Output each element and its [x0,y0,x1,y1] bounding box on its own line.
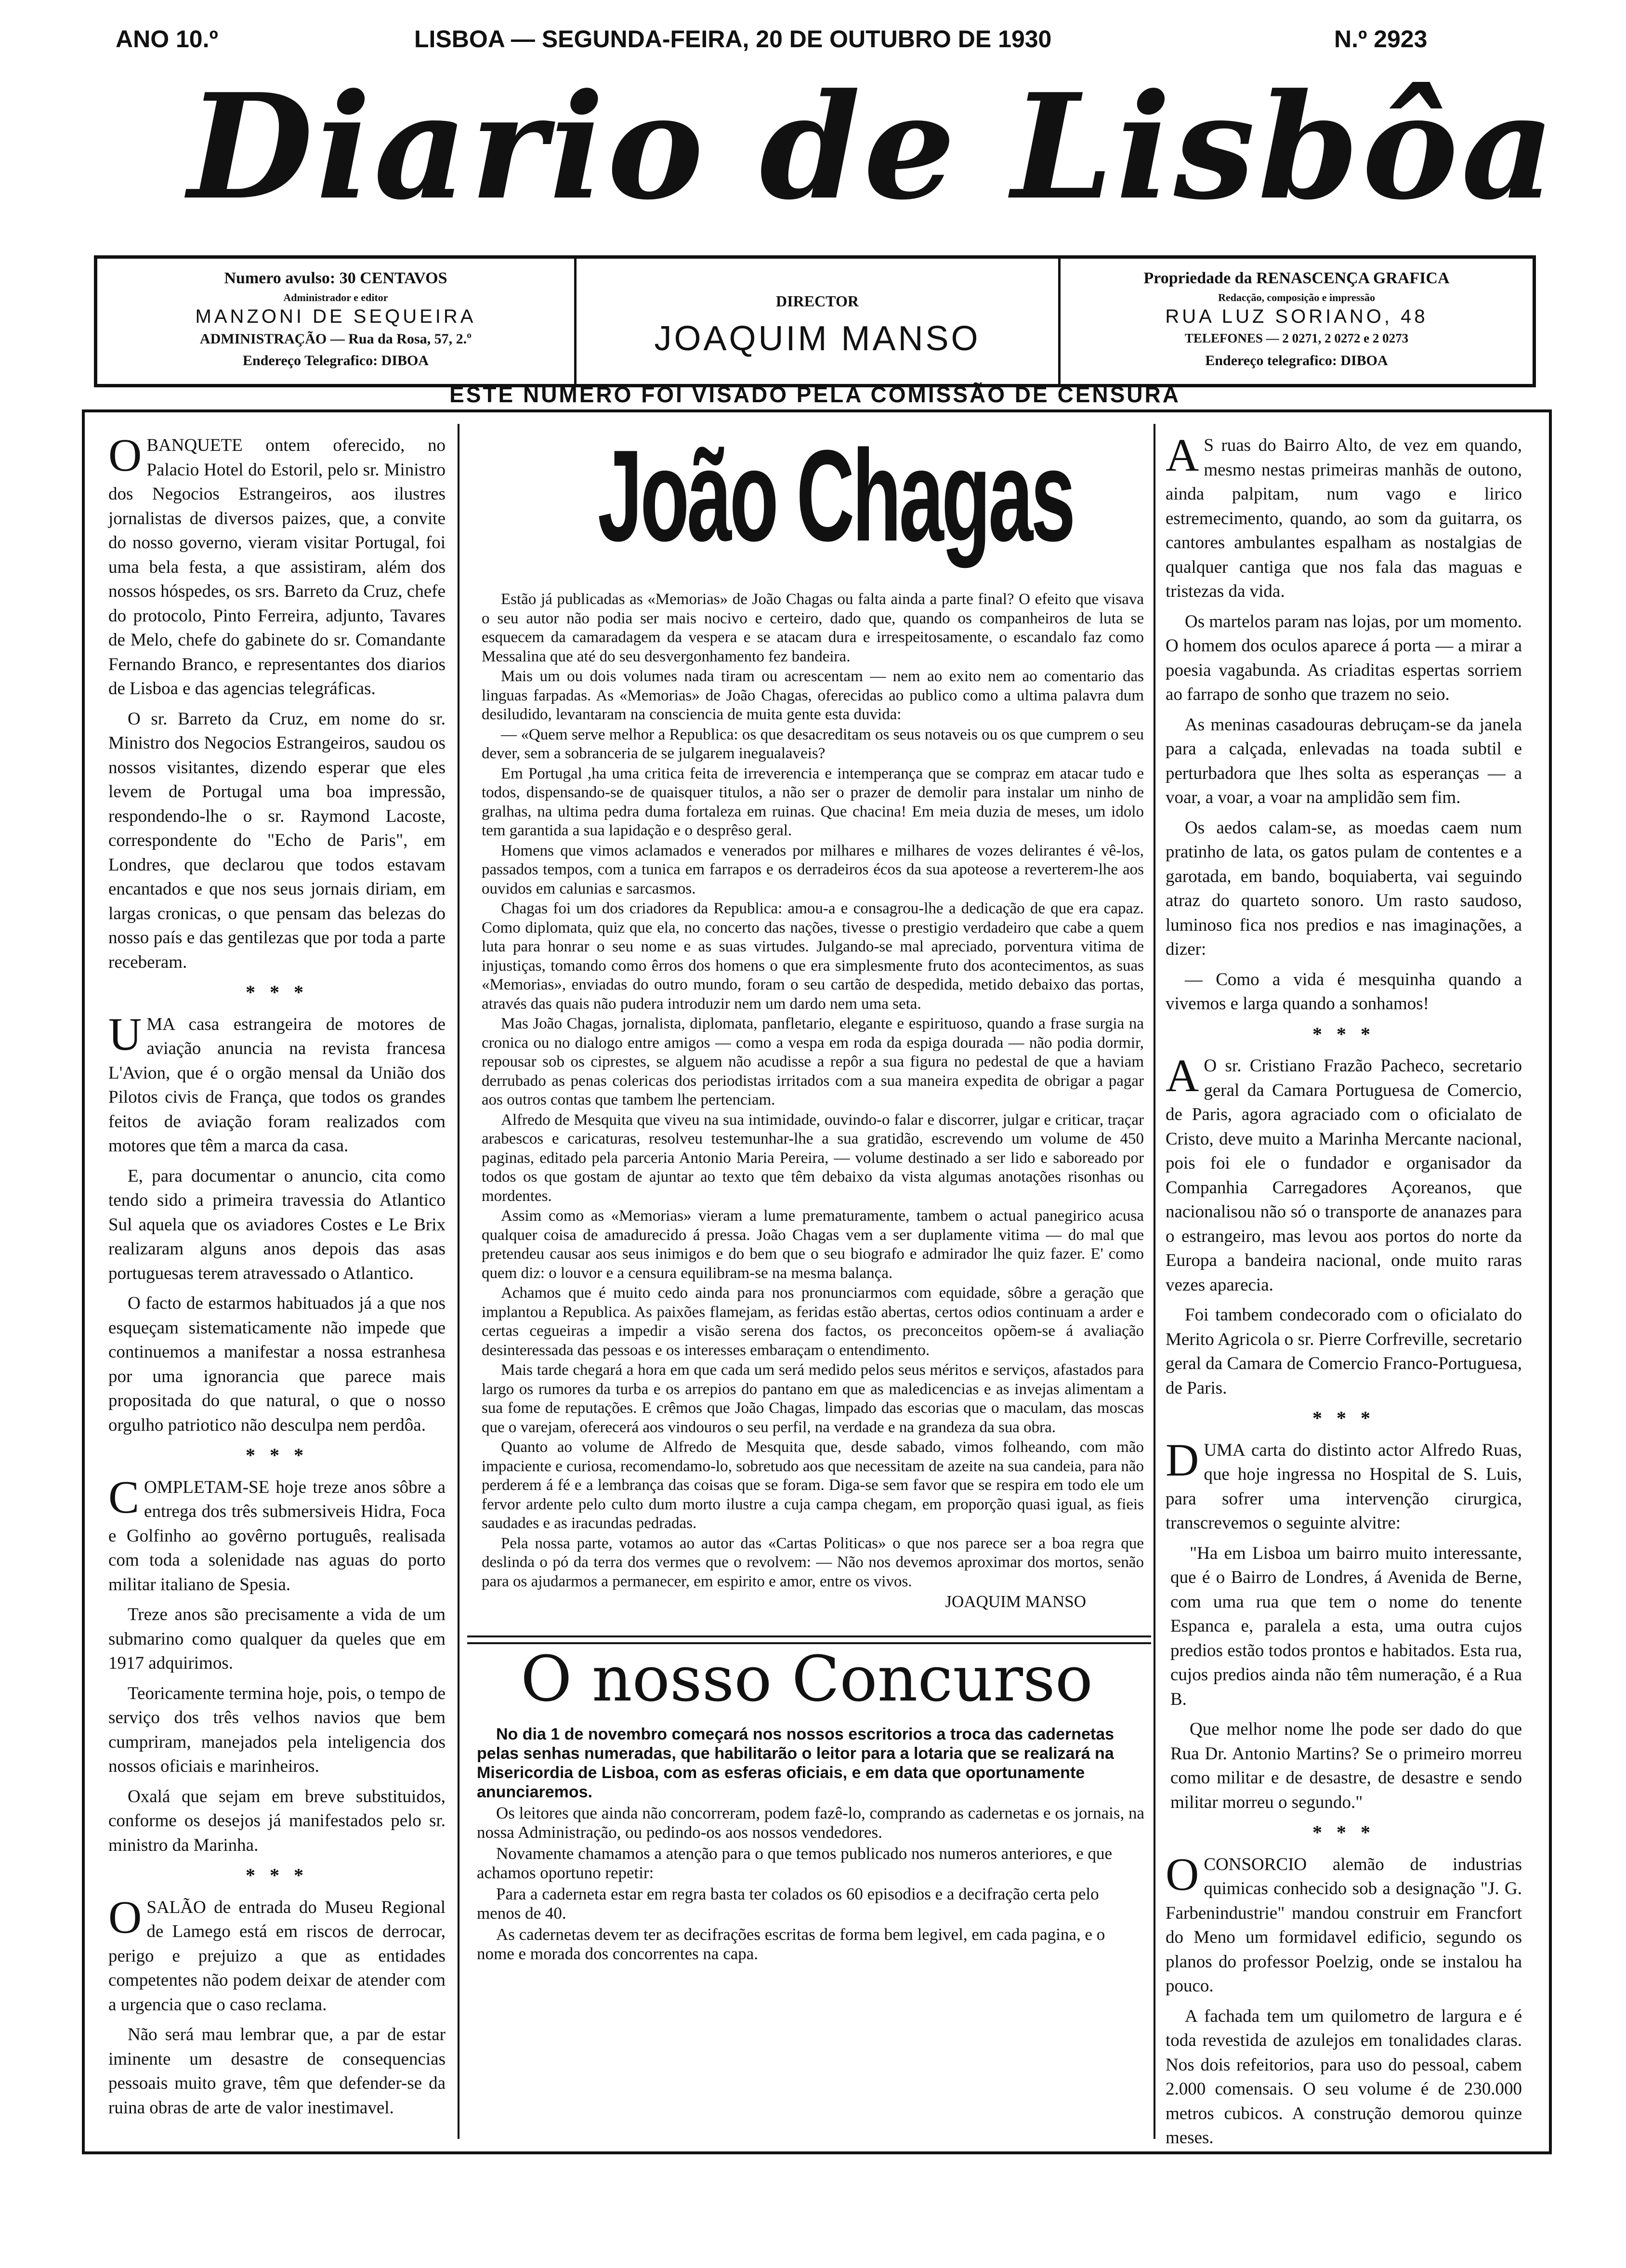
drop-cap: O [108,1891,142,1943]
article-text: E, para documentar o anuncio, cita como tendo sido a primeira travessia do Atlantico Sul aquela que os aviadores Costes e Le Brix realizaram alguns anos depois das asas portuguesas terem atravessado o Atlantico. [108,1166,446,1283]
info-left [97,259,577,384]
article-paragraph: Achamos que é muito cedo ainda para nos pronunciarmos com equidade, sôbre a geração que implantou a Republica. As paixões flamejam, as feridas estão abertas, certos odios continuam a arder e certas cegueiras a impedir a visão serena dos factos, os preconceitos opõem-se á avaliação desinteressada das pessoas e os interesses embaraçam o entendimento. [482,1284,1144,1359]
article-text: BANQUETE ontem oferecido, no Palacio Hotel do Estoril, pelo sr. Ministro dos Negocios Estrangeiros, aos ilustres jornalistas de diversos paizes, que, a convite do nosso governo, vieram visitar Portugal, foi uma bela festa, a que assistiram, além dos nossos hóspedes, os srs. Barreto da Cruz, chefe do protocolo, Pinto Ferreira, adjunto, Tavares de Melo, chefe do gabinete do sr. Comandante Fernando Branco, e representantes dos diarios de Lisboa e das agencias telegráficas. [108,435,446,699]
phones-line: TELEFONES — 2 0271, 2 0272 e 2 0273 [1184,331,1409,345]
article-text: Os aedos calam-se, as moedas caem num pratinho de lata, os gatos pulam de contentes e a garotada, em bando, boquiaberta, vai seguindo atraz do quarteto sonoro. Um rasto saudoso, luminoso fica nos predios e nas imaginações, a dizer: [1166,818,1522,959]
article-paragraph: Chagas foi um dos criadores da Republica: amou-a e consagrou-lhe a dedicação de que era capaz. Como diplomata, quiz que ela, no concerto das nações, tivesse o prestigio verdadeiro que cabe a quem luta para honrar o seu nome e as suas virtudes. Julgando-se mal apreciado, porventura vitima de injustiças, tomando como êrros dos homens o que era simplesmente fruto dos acontecimentos, as suas «Memorias», enviadas do outro mundo, foram o seu cartão de despedida, metido debaixo das portas, através das quais não pudera introduzir nem um dardo nem uma seta. [482,900,1144,1013]
info-center [577,259,1061,384]
article-text: As meninas casadouras debruçam-se da janela para a calçada, enlevadas na toada subtil e perturbadora que lhes solta as esperanças — a voar, a voar, a voar na amplidão sem fim. [1166,714,1522,807]
drop-cap: D [1166,1434,1199,1486]
article-submersiveis [108,1471,446,1597]
article-text: UMA carta do distinto actor Alfredo Ruas, que hoje ingressa no Hospital de S. Luis, para sofrer uma intervenção cirurgica, transcrevemos o seguinte alvitre: [1166,1440,1522,1533]
drop-cap: O [108,429,142,481]
article-text: Os martelos param nas lojas, por um momento. O homem dos oculos aparece á porta — a mirar a poesia vagabunda. As criaditas espertas sorriem ao farrapo de sonho que trazem no seio. [1166,611,1522,704]
article-paragraph: Quanto ao volume de Alfredo de Mesquita que, desde sabado, vimos folheando, com mão impaciente e curiosa, recomendamo-lo, sobretudo aos que necessitam de azeite na sua candeia, para não perderem á fé e a lembrança das coisas que se foram. Diga-se sem favor que se respira em todo ele um fervor ardente pelo culto dum morto ilustre a cuja campa chegam, em proporção quasi igual, as fieis saudades e as iracundas pedradas. [482,1438,1144,1532]
drop-cap: A [1166,1050,1199,1101]
section-separator: * * * [246,1444,308,1466]
info-right [1061,259,1533,384]
article-paragraph: Estão já publicadas as «Memorias» de João Chagas ou falta ainda a parte final? O efeito que visava o seu autor não podia ser mais nocivo e certeiro, dado que, quando os companheiros de luta se esquecem da camaradagem da vespera e se atacam dura e irrespeitosamente, o escandalo faz como Messalina que até do seu desvergonhamento fez bandeira. [482,591,1144,665]
article-aviacao [108,1008,446,1159]
article-text: MA casa estrangeira de motores de aviação anuncia na revista francesa L'Avion, que é o orgão mensal da União dos Pilotos civis de França, que todos os grandes feitos de aviação foram realizados com motores que têm a marca da casa. [108,1014,446,1156]
redaction-address: RUA LUZ SORIANO, 48 [1165,306,1428,327]
column-rule-left [458,424,459,2139]
article-text: Não será mau lembrar que, a par de estar iminente um desastre de consequencias pessoais muito grave, têm que defender-se da ruina obras de arte de valor inestimavel. [108,2025,446,2118]
article-quote: "Ha em Lisboa um bairro muito interessante, que é o Bairro de Londres, á Avenida de Berne, com uma rua que tem o nome do tenente Espanca e, paralela a esta, uma outra cujos predios estão todos prontos e habitados. Esta rua, cujos predios ainda não têm numeração, é a Rua B. [1170,1543,1522,1709]
admin-name: MANZONI DE SEQUEIRA [195,306,476,327]
article-text: O facto de estarmos habituados já a que nos esqueçam sistematicamente não impede que continuemos a manifestar a nossa estranhesa por uma ignorancia que parece mais propositada do que natural, o que o nosso orgulho patriotico não desculpa nem perdôa. [108,1293,446,1435]
drop-cap: C [108,1471,140,1523]
column-rule-right [1154,424,1155,2139]
telegraph-right: Endereço telegrafico: DIBOA [1205,353,1388,369]
censorship-notice: ESTE NUMERO FOI VISADO PELA COMISSÃO DE CENSURA [449,382,1180,407]
issue-number: N.º 2923 [1334,26,1428,53]
article-signature: JOAQUIM MANSO [945,1592,1086,1611]
price-line: Numero avulso: 30 CENTAVOS [224,269,447,287]
article-text: Treze anos são precisamente a vida de um submarino como qualquer da queles que em 1917 adquirimos. [108,1605,446,1673]
telegraph-left: Endereço Telegrafico: DIBOA [242,353,429,369]
director-label: DIRECTOR [776,292,859,310]
property-line: Propriedade da RENASCENÇA GRAFICA [1143,269,1450,287]
drop-cap: U [108,1008,142,1060]
article-text: Oxalá que sejam em breve substituidos, conforme os desejos já manifestados pelo sr. ministro da Marinha. [108,1786,446,1855]
article-paragraph: Assim como as «Memorias» vieram a lume prematuramente, tambem o actual panegirico acusa qualquer coisa de amadurecido á pressa. João Chagas vem a ser duplamente vitima — do mal que pretendeu causar aos seus inimigos e do bem que o seu biografo e admirador lhe quiz fazer. E' como quem diz: o louvor e a censura equilibram-se na mesma balança. [482,1207,1144,1282]
center-article-title: João Chagas [598,423,1074,568]
article-paragraph: Mais um ou dois volumes nada tiram ou acrescentam — nem ao exito nem ao comentario das linguas farpadas. As «Memorias» de João Chagas, oferecidas ao publico como a ultima palavra dum desiludido, levantaram na consciencia de muita gente esta duvida: [482,668,1144,723]
article-text: CONSORCIO alemão de industrias quimicas conhecido sob a designação "J. G. Farbenindustrie" mandou construir em Francfort do Meno um formidavel edificio, segundo os planos do professor Poelzig, onde se instalou ha pouco. [1166,1854,1522,1996]
year-label: ANO 10.º [116,26,218,53]
left-column [108,429,446,2126]
article-paragraph: Homens que vimos aclamados e venerados por milhares e milhares de vozes delirantes é vê-los, passados tempos, com a tunica em farrapos e os derradeiros écos da sua apoteose a reverterem-lhe aos ouvidos em calunias e sarcasmos. [482,842,1144,897]
article-frazao-pacheco [1166,1050,1522,1297]
concurso-body [477,1725,1146,1965]
article-alfredo-ruas [1166,1434,1522,1536]
concurso-paragraph: As cadernetas devem ter as decifrações escritas de forma bem legivel, em cada pagina, e o nome e morada dos concorrentes na capa. [477,1925,1105,1963]
newspaper-masthead: Diario de Lisbôa [188,62,1558,232]
right-column [1166,429,1522,2156]
info-box [94,255,1536,387]
article-lamego [108,1891,446,2017]
article-text: Teoricamente termina hoje, pois, o tempo de serviço dos três velhos navios que bem cumpriram, manejados pela inteligencia dos nossos oficiais e marinheiros. [108,1683,446,1776]
article-paragraph: Em Portugal ,ha uma critica feita de irreverencia e intemperança que se compraz em atacar tudo e todos, dispensando-se de quaisquer titulos, a não ser o prazer de demolir para instalar um ninho de gralhas, na ultima pedra duma fortaleza em ruinas. Que chacina! Em meia duzia de meses, um idolo tem garantida a sua lapidação e o desprêso geral. [482,765,1144,839]
redaction-label: Redacção, composição e impressão [1218,291,1375,303]
article-paragraph: — «Quem serve melhor a Republica: os que desacreditam os seus notaveis ou os que cumprem o seu dever, sem a sobranceria de se julgarem inegualaveis? [482,725,1144,762]
article-consorcio [1166,1848,1522,1999]
section-separator: * * * [1312,1407,1375,1429]
dateline: LISBOA — SEGUNDA-FEIRA, 20 DE OUTUBRO DE 1930 [414,26,1052,53]
drop-cap: A [1166,429,1199,481]
section-separator: * * * [1312,1821,1375,1843]
article-paragraph: Pela nossa parte, votamos ao autor das «Cartas Politicas» o que nos parece ser a boa regra que deslinda o pó da terra dos vermes que o revolvem: — Não nos devemos aproximar dos mortos, senão para os ajudarmos a permanecer, em espirito e amor, entre os vivos. [482,1534,1144,1590]
admin-address: ADMINISTRAÇÃO — Rua da Rosa, 57, 2.º [199,331,472,347]
concurso-paragraph: Para a caderneta estar em regra basta ter colados os 60 episodios e a decifração certa pelo menos de 40. [477,1885,1099,1923]
article-text: Foi tambem condecorado com o oficialato do Merito Agricola o sr. Pierre Corfreville, secretario geral da Camara de Comercio Franco-Portuguesa, de Paris. [1166,1305,1522,1398]
article-text: S ruas do Bairro Alto, de vez em quando, mesmo nestas primeiras manhãs de outono, ainda palpitam, num vago e lirico estremecimento, quando, ao som da guitarra, os cantores ambulantes espalham as nostalgias de qualquer cantiga que nos fala das maguas e tristezas da vida. [1166,435,1522,601]
article-paragraph: Mas João Chagas, jornalista, diplomata, panfletario, elegante e espirituoso, quando a frase surgia na cronica ou no dialogo entre amigos — como a vespa em roda da espiga dourada — não podia dormir, repousar sob os ciprestes, se alguem não acudisse a repôr a sua figura no pedestal de que a haviam derrubado as penas colericas dos periodistas irritados com a sua maneira expedita de obrigar a pagar aos outros contas que tambem lhe pertenciam. [482,1015,1144,1108]
article-text: SALÃO de entrada do Museu Regional de Lamego está em riscos de derrocar, perigo e prejuizo a que as entidades competentes não podem deixar de atender com a urgencia que o caso reclama. [108,1897,446,2015]
section-separator: * * * [1312,1023,1375,1045]
concurso-paragraph: Novamente chamamos a atenção para o que temos publicado nos numeros anteriores, e que achamos oportuno repetir: [477,1844,1112,1882]
admin-label: Administrador e editor [283,291,388,303]
article-text: O sr. Barreto da Cruz, em nome do sr. Ministro dos Negocios Estrangeiros, saudou os nossos visitantes, dizendo esperar que eles levem de Portugal uma boa impressão, respondendo-lhe o sr. Raymond Lacoste, correspondente do "Echo de Paris", em Londres, que declarou que todos estavam encantados e que nos seus jornais diriam, em largas cronicas, o que pensam das belezas do nosso país e das gentilezas que por toda a parte receberam. [108,709,446,972]
article-paragraph: Alfredo de Mesquita que viveu na sua intimidade, ouvindo-o falar e discorrer, julgar e criticar, traçar arabescos e caricaturas, resolveu testemunhar-lhe a sua gratidão, escrevendo um volume de 450 paginas, editado pela parceria Antonio Maria Pereira, — volume destinado a ser lido e saboreado por todos os que gostam de ajuntar ao texto que têm debaixo da vista algumas anotações risonhas ou mordentes. [482,1111,1144,1205]
article-text: — Como a vida é mesquinha quando a vivemos e larga quando a sonhamos! [1166,969,1522,1014]
concurso-lead: No dia 1 de novembro começará nos nossos escritorios a troca das cadernetas pelas senhas numeradas, que habilitarão o leitor para a lotaria que se realizará na Misericordia de Lisboa, com as esferas oficiais, e em data que oportunamente anunciaremos. [477,1725,1115,1801]
article-bairro-alto [1166,429,1522,604]
article-paragraph: Mais tarde chegará a hora em que cada um será medido pelos seus méritos e serviços, afastados para largo os rumores da turba e os arrepios do pantano em que as maledicencias e as invejas alimentam a sua fome de reputações. E crêmos que João Chagas, limpado das escorias que o maculam, das moscas que o varejam, oferecerá aos vindouros o seu perfil, na verdade e na grandeza da sua obra. [482,1361,1144,1436]
article-text: A fachada tem um quilometro de largura e é toda revestida de azulejos em tonalidades claras. Nos dois refeitorios, para uso do pessoal, cabem 2.000 comensais. O seu volume é de 230.000 metros cubicos. A construção demorou quinze meses. [1166,2006,1522,2148]
concurso-title: O nosso Concurso [520,1642,1093,1715]
article-text: O sr. Cristiano Frazão Pacheco, secretario geral da Camara Portuguesa de Comercio, de Paris, agora agraciado com o oficialato de Cristo, deve muito a Marinha Mercante nacional, pois foi ele o fundador e organisador da Companhia Carregadores Açoreanos, que nacionalisou não só o transporte de ananazes para o estrangeiro, mas levou aos portos do norte da Europa a bandeira nacional, onde muito raras vezes aparecia. [1166,1056,1522,1295]
article-banquete [108,429,446,701]
article-text: OMPLETAM-SE hoje treze anos sôbre a entrega dos três submersiveis Hidra, Foca e Golfinho ao govêrno português, realisada com toda a solenidade nas aguas do porto militar italiano de Spesia. [108,1477,446,1595]
drop-cap: O [1166,1848,1199,1900]
director-name: JOAQUIM MANSO [654,319,981,358]
center-article-body [482,590,1144,1612]
section-separator: * * * [246,981,308,1003]
concurso-paragraph: Os leitores que ainda não concorreram, podem fazê-lo, comprando as cadernetas e os jornais, na nossa Administração, ou pedindo-os aos nossos vendedores. [477,1804,1144,1842]
section-separator: * * * [246,1864,308,1886]
article-quote: Que melhor nome lhe pode ser dado do que Rua Dr. Antonio Martins? Se o primeiro morreu como militar e de desastre, de desastre e sendo militar morreu o segundo." [1170,1719,1522,1812]
